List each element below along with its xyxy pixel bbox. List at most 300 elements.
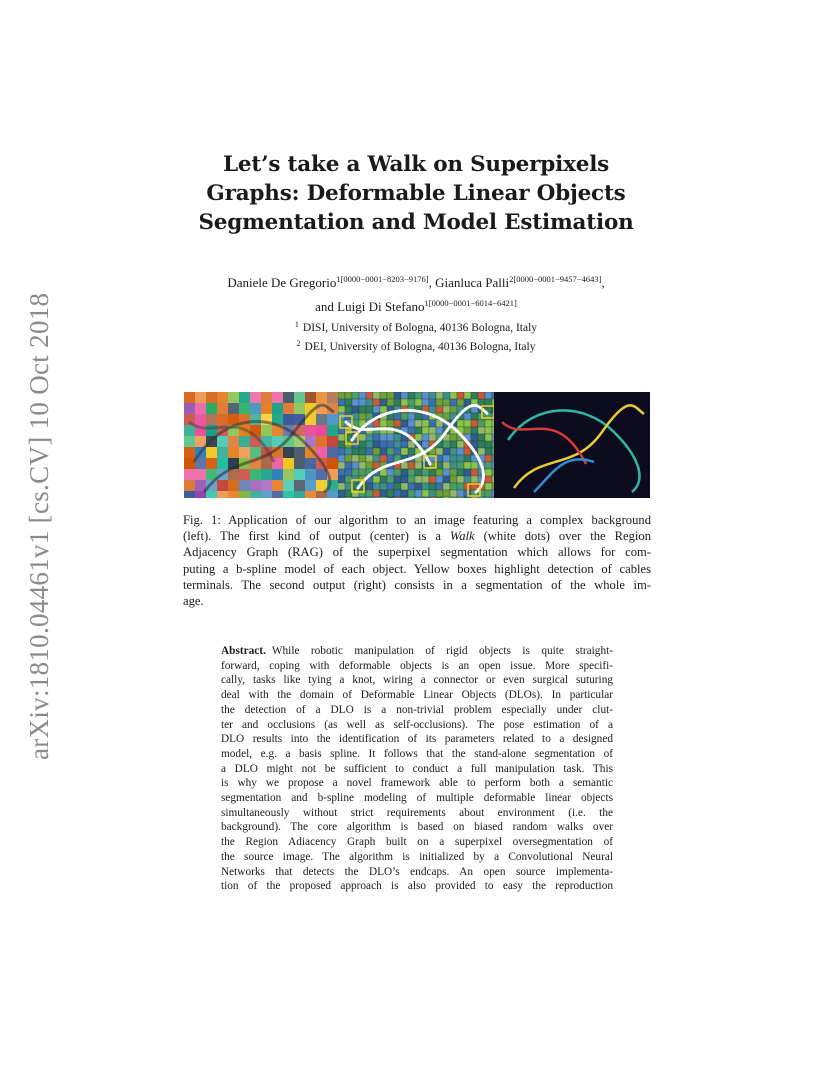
mosaic-tile (184, 392, 195, 403)
abstract-line: the Region Adiacency Graph built on a superpixel oversegmentation of (221, 836, 613, 849)
mosaic-tile (250, 480, 261, 491)
superpixel (380, 399, 387, 406)
superpixel (450, 469, 457, 476)
figure-panel-input-image (184, 392, 338, 498)
superpixel (380, 406, 387, 413)
abstract-text: While robotic manipulation of rigid objects is quite straight- (271, 645, 613, 657)
superpixel (345, 448, 352, 455)
mosaic-tile (327, 447, 338, 458)
affiliation (140, 317, 692, 336)
superpixel (380, 420, 387, 427)
superpixel (380, 476, 387, 483)
superpixel (471, 469, 478, 476)
superpixel (422, 399, 429, 406)
mosaic-tile (250, 469, 261, 480)
superpixel (450, 490, 457, 497)
superpixel (345, 490, 352, 497)
mosaic-tile (184, 458, 195, 469)
superpixel (408, 483, 415, 490)
superpixel (436, 427, 443, 434)
superpixel (450, 462, 457, 469)
abstract-line: model, e.g. a basis spline. It follows that the stand-alone segmentation of (221, 747, 613, 760)
superpixel (338, 448, 345, 455)
superpixel (387, 476, 394, 483)
superpixel (436, 476, 443, 483)
superpixel (485, 469, 492, 476)
superpixel (359, 455, 366, 462)
superpixel (429, 399, 436, 406)
superpixel (366, 434, 373, 441)
mosaic-tile (184, 480, 195, 491)
mosaic-tile (272, 469, 283, 480)
superpixel (415, 497, 422, 498)
mosaic-tile (272, 403, 283, 414)
superpixel (380, 490, 387, 497)
superpixel (443, 399, 450, 406)
superpixel (338, 441, 345, 448)
superpixel (373, 399, 380, 406)
superpixel (471, 476, 478, 483)
superpixel (380, 392, 387, 399)
mosaic-tile (283, 458, 294, 469)
mosaic-tile (206, 403, 217, 414)
superpixel (394, 497, 401, 498)
caption-line (183, 528, 651, 544)
mosaic-tile (305, 392, 316, 403)
mosaic-tile (206, 392, 217, 403)
superpixel (443, 441, 450, 448)
superpixel (352, 462, 359, 469)
superpixel (429, 427, 436, 434)
superpixel (387, 420, 394, 427)
abstract-line: a DLO might not be sufficient to conduct a full manipulation task. This (221, 762, 613, 775)
superpixel (485, 497, 492, 498)
superpixel (408, 399, 415, 406)
affiliation-text: DISI, University of Bologna, 40136 Bologna, Italy (302, 322, 538, 334)
superpixel (366, 455, 373, 462)
figure-panel-segmentation-output (494, 392, 650, 498)
caption-emphasis: Walk (449, 529, 475, 544)
mosaic-tile (184, 491, 195, 498)
superpixel (359, 497, 366, 498)
abstract-line: DLO results into the identification of its parameters related to a designed (221, 733, 613, 746)
superpixel (380, 497, 387, 498)
superpixel (422, 476, 429, 483)
superpixel (408, 413, 415, 420)
superpixel (415, 462, 422, 469)
author-line (140, 293, 692, 317)
input-image-graphic (184, 392, 338, 498)
mosaic-tile (283, 480, 294, 491)
paper-title (150, 150, 682, 237)
figure-panel-walk-output (338, 392, 494, 498)
superpixel (436, 455, 443, 462)
superpixel (464, 462, 471, 469)
affiliation-number: 1 (294, 320, 299, 329)
mosaic-tile (206, 414, 217, 425)
segmented-cable (508, 410, 639, 492)
superpixel (436, 497, 443, 498)
abstract-line: segmentation and b-spline modeling of multiple deformable linear objects (221, 792, 613, 805)
superpixel (422, 427, 429, 434)
superpixel (401, 392, 408, 399)
superpixel (373, 483, 380, 490)
mosaic-tile (294, 469, 305, 480)
superpixel (485, 448, 492, 455)
superpixel (352, 413, 359, 420)
superpixel (394, 420, 401, 427)
superpixel (422, 497, 429, 498)
superpixel (408, 476, 415, 483)
superpixel (366, 406, 373, 413)
superpixel (401, 448, 408, 455)
mosaic-tile (272, 392, 283, 403)
superpixel (436, 392, 443, 399)
superpixel (345, 497, 352, 498)
superpixel (450, 476, 457, 483)
mosaic-tile (294, 491, 305, 498)
superpixel (401, 462, 408, 469)
superpixel (394, 399, 401, 406)
superpixel (450, 406, 457, 413)
author-orcid: 2[0000−0001−9457−4643] (509, 274, 602, 284)
superpixel (443, 392, 450, 399)
mosaic-tile (228, 403, 239, 414)
mosaic-tile (316, 436, 327, 447)
superpixel (408, 392, 415, 399)
mosaic-tile (239, 436, 250, 447)
superpixel (408, 469, 415, 476)
superpixel (471, 427, 478, 434)
superpixel (429, 406, 436, 413)
author-name: Daniele De Gregorio (227, 275, 337, 290)
superpixel (443, 462, 450, 469)
superpixel (338, 434, 345, 441)
mosaic-tile (217, 403, 228, 414)
superpixel (345, 455, 352, 462)
caption-line: puting a b-spline model of each object. Yellow boxes highlight detection of cables (183, 561, 651, 576)
superpixel (443, 413, 450, 420)
mosaic-tile (228, 392, 239, 403)
superpixel (387, 455, 394, 462)
figure-1 (184, 392, 650, 498)
abstract-line: forward, coping with deformable objects is an open issue. More specifi- (221, 659, 613, 672)
mosaic-tile (250, 414, 261, 425)
mosaic-tile (327, 491, 338, 498)
superpixel (450, 399, 457, 406)
superpixel (415, 434, 422, 441)
mosaic-tile (184, 425, 195, 436)
superpixel (415, 476, 422, 483)
caption-line: Fig. 1: Application of our algorithm to an image featuring a complex background (183, 513, 651, 527)
mosaic-tile (261, 469, 272, 480)
abstract-line: tion of the proposed approach is also provided to easy the reproduction (221, 880, 613, 893)
superpixel (450, 448, 457, 455)
superpixel (471, 420, 478, 427)
superpixel (457, 441, 464, 448)
mosaic-tile (294, 458, 305, 469)
superpixel (485, 420, 492, 427)
superpixel (436, 483, 443, 490)
superpixel (387, 441, 394, 448)
superpixel (485, 427, 492, 434)
mosaic-tile (305, 480, 316, 491)
superpixel (443, 497, 450, 498)
mosaic-tile (206, 458, 217, 469)
superpixel (429, 490, 436, 497)
segmentation-output-graphic (494, 392, 650, 498)
superpixel (338, 392, 345, 399)
superpixel (471, 434, 478, 441)
superpixel (373, 490, 380, 497)
superpixel (352, 399, 359, 406)
superpixel (436, 406, 443, 413)
superpixel (345, 483, 352, 490)
superpixel (380, 483, 387, 490)
mosaic-tile (217, 436, 228, 447)
mosaic-tile (294, 403, 305, 414)
author-name: , Gianluca Palli (428, 275, 510, 290)
superpixel (457, 476, 464, 483)
superpixel (387, 497, 394, 498)
abstract-line: ter and occlusions (as well as self-occlusions). The pose estimation of a (221, 718, 613, 731)
superpixel (450, 455, 457, 462)
superpixel (338, 399, 345, 406)
title-line: Graphs: Deformable Linear Objects (206, 181, 626, 206)
mosaic-tile (217, 392, 228, 403)
superpixel (387, 448, 394, 455)
caption-text: (white dots) over the Region (474, 529, 651, 544)
mosaic-tile (228, 480, 239, 491)
superpixel (485, 434, 492, 441)
mosaic-tile (239, 447, 250, 458)
mosaic-tile (283, 491, 294, 498)
superpixel (436, 490, 443, 497)
mosaic-tile (239, 491, 250, 498)
abstract-line: Networks that detects the DLO’s endcaps. An open source implementa- (221, 865, 613, 878)
superpixel (464, 455, 471, 462)
mosaic-tile (184, 436, 195, 447)
superpixel (450, 441, 457, 448)
superpixel (338, 455, 345, 462)
superpixel (359, 469, 366, 476)
arxiv-stamp (24, 290, 56, 760)
superpixel (366, 448, 373, 455)
superpixel (464, 392, 471, 399)
mosaic-tile (261, 403, 272, 414)
affiliation (140, 336, 692, 355)
mosaic-tile (239, 480, 250, 491)
superpixel (394, 476, 401, 483)
superpixel (415, 483, 422, 490)
author-name: and Luigi Di Stefano (315, 299, 425, 314)
mosaic-tile (305, 425, 316, 436)
superpixel (401, 441, 408, 448)
author-line (140, 269, 692, 293)
superpixel (401, 399, 408, 406)
superpixel (373, 448, 380, 455)
superpixel (422, 469, 429, 476)
superpixel (485, 476, 492, 483)
superpixel (478, 434, 485, 441)
superpixel (450, 434, 457, 441)
superpixel (429, 434, 436, 441)
superpixel (478, 420, 485, 427)
superpixel (429, 469, 436, 476)
mosaic-tile (283, 414, 294, 425)
author-orcid: 1[0000−0001−8203−9176] (336, 274, 429, 284)
superpixel (394, 441, 401, 448)
mosaic-tile (261, 425, 272, 436)
superpixel (485, 490, 492, 497)
superpixel (338, 497, 345, 498)
mosaic-tile (261, 491, 272, 498)
superpixel (464, 469, 471, 476)
superpixel (485, 392, 492, 399)
superpixel (415, 413, 422, 420)
superpixel (359, 392, 366, 399)
superpixel (443, 406, 450, 413)
superpixel (443, 455, 450, 462)
mosaic-tile (217, 480, 228, 491)
mosaic-tile (272, 480, 283, 491)
superpixel (387, 399, 394, 406)
superpixel (345, 406, 352, 413)
superpixel (478, 399, 485, 406)
superpixel (373, 497, 380, 498)
superpixel (464, 427, 471, 434)
superpixel (359, 441, 366, 448)
superpixel (366, 490, 373, 497)
superpixel (471, 413, 478, 420)
arxiv-identifier: arXiv:1810.04461v1 [cs.CV] 10 Oct 2018 (24, 292, 54, 760)
superpixel (478, 441, 485, 448)
mosaic-tile (316, 425, 327, 436)
superpixel (457, 448, 464, 455)
affiliation-number: 2 (296, 339, 301, 348)
superpixel (352, 490, 359, 497)
superpixel (387, 469, 394, 476)
mosaic-tile (283, 392, 294, 403)
superpixel (450, 497, 457, 498)
mosaic-tile (195, 392, 206, 403)
abstract-heading: Abstract. (221, 645, 266, 657)
superpixel (387, 392, 394, 399)
mosaic-tile (327, 458, 338, 469)
mosaic-tile (294, 480, 305, 491)
mosaic-tile (305, 458, 316, 469)
superpixel (443, 448, 450, 455)
abstract-line: simultaneously without strict requirements about environment (i.e. the (221, 806, 613, 819)
superpixel (394, 448, 401, 455)
superpixel (380, 455, 387, 462)
superpixel (366, 497, 373, 498)
mosaic-tile (316, 414, 327, 425)
superpixel (485, 455, 492, 462)
superpixel (408, 490, 415, 497)
superpixel (345, 469, 352, 476)
superpixel (366, 483, 373, 490)
superpixel (464, 497, 471, 498)
superpixel (359, 462, 366, 469)
mosaic-tile (327, 436, 338, 447)
superpixel (443, 483, 450, 490)
superpixel (359, 413, 366, 420)
mosaic-tile (327, 414, 338, 425)
superpixel (464, 413, 471, 420)
mosaic-tile (283, 403, 294, 414)
superpixel (338, 469, 345, 476)
superpixel (422, 420, 429, 427)
caption-line: age. (183, 594, 204, 609)
superpixel (401, 420, 408, 427)
superpixel (373, 441, 380, 448)
superpixel (450, 483, 457, 490)
superpixel (338, 476, 345, 483)
superpixel (457, 462, 464, 469)
superpixel (422, 490, 429, 497)
superpixel (387, 490, 394, 497)
caption-line: Adjacency Graph (RAG) of the superpixel segmentation which allows for com- (183, 545, 651, 560)
superpixel (478, 448, 485, 455)
superpixel (359, 448, 366, 455)
superpixel (457, 455, 464, 462)
abstract-line: deal with the domain of Deformable Linear Objects (DLOs). In particular (221, 689, 613, 702)
superpixel (457, 469, 464, 476)
superpixel (394, 469, 401, 476)
superpixel (422, 483, 429, 490)
superpixel (373, 476, 380, 483)
mosaic-tile (294, 447, 305, 458)
superpixel (373, 420, 380, 427)
mosaic-tile (228, 491, 239, 498)
superpixel (408, 420, 415, 427)
superpixel (338, 490, 345, 497)
superpixel (359, 406, 366, 413)
mosaic-tile (316, 392, 327, 403)
superpixel (422, 392, 429, 399)
superpixel (387, 434, 394, 441)
abstract (221, 644, 613, 894)
superpixel (457, 399, 464, 406)
superpixel (345, 392, 352, 399)
superpixel (436, 462, 443, 469)
author-separator: , (601, 275, 605, 290)
superpixel (422, 441, 429, 448)
superpixel (345, 476, 352, 483)
abstract-line: the source image. The algorithm is initialized by a Convolutional Neural (221, 850, 613, 863)
superpixel (401, 483, 408, 490)
superpixel (352, 406, 359, 413)
mosaic-tile (239, 469, 250, 480)
mosaic-tile (217, 458, 228, 469)
superpixel (429, 392, 436, 399)
superpixel (436, 448, 443, 455)
mosaic-tile (195, 414, 206, 425)
superpixel (380, 441, 387, 448)
author-list (140, 269, 692, 317)
superpixel (338, 420, 345, 427)
superpixel (366, 441, 373, 448)
superpixel (338, 483, 345, 490)
superpixel (485, 441, 492, 448)
mosaic-tile (184, 447, 195, 458)
superpixel (394, 490, 401, 497)
superpixel (471, 497, 478, 498)
mosaic-tile (195, 469, 206, 480)
mosaic-tile (217, 491, 228, 498)
mosaic-tile (327, 392, 338, 403)
